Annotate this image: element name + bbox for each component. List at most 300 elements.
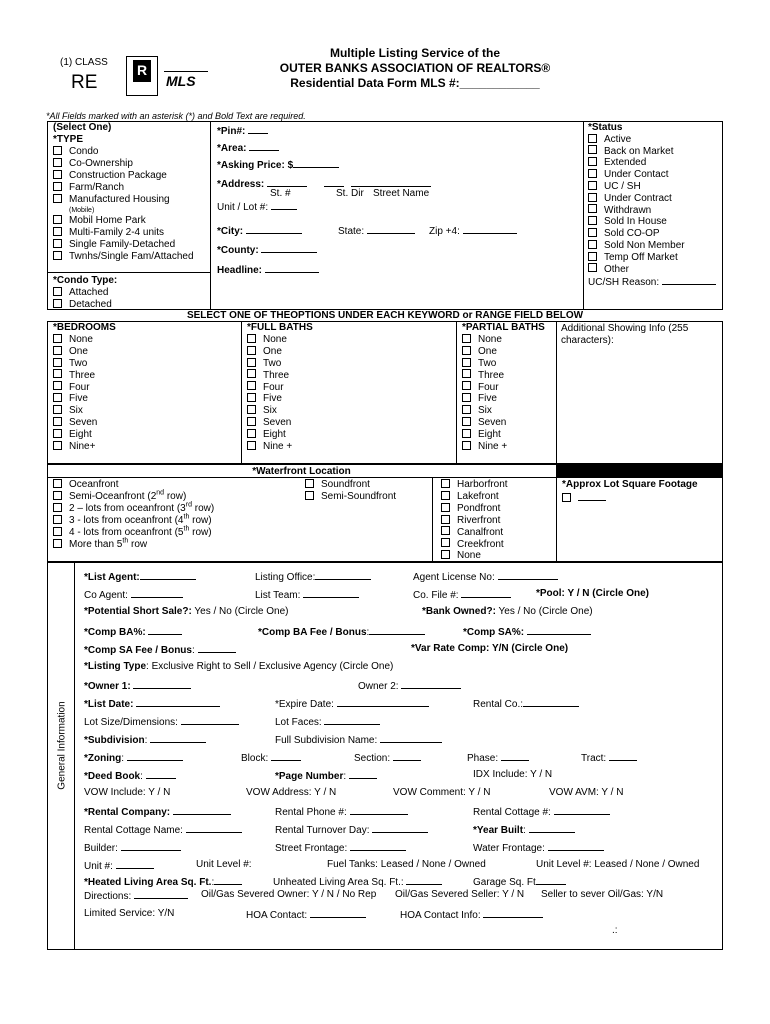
vow-address[interactable]: VOW Address: Y / N xyxy=(246,787,337,798)
bedrooms-option[interactable]: Two xyxy=(53,358,116,370)
heated-area-field[interactable] xyxy=(214,875,242,885)
title-line2: OUTER BANKS ASSOCIATION OF REALTORS® xyxy=(279,61,551,75)
status-label: *Status xyxy=(588,122,623,133)
checkbox[interactable] xyxy=(462,441,471,450)
st-dir-label: St. Dir xyxy=(336,188,364,199)
checkbox[interactable] xyxy=(247,369,256,378)
status-sold-in-house[interactable]: Sold In House xyxy=(588,216,716,228)
partial-baths-option[interactable]: Seven xyxy=(462,417,545,429)
heated-area-label: *Heated Living Area Sq. Ft. xyxy=(84,877,212,888)
status-temp-off-market[interactable]: Temp Off Market xyxy=(588,252,716,264)
page-number-field[interactable] xyxy=(349,769,377,779)
full-baths-option[interactable]: One xyxy=(247,346,313,358)
partial-baths-option[interactable]: Four xyxy=(462,382,545,394)
rental-company-field[interactable] xyxy=(173,805,231,815)
checkbox[interactable] xyxy=(53,146,62,155)
lot-sqft-checkbox[interactable] xyxy=(562,493,571,502)
lot-size-label: Lot Size/Dimensions: xyxy=(84,717,178,728)
var-rate-label[interactable]: *Var Rate Comp: Y/N (Circle One) xyxy=(411,643,569,654)
list-agent-label: *List Agent: xyxy=(84,572,140,583)
checkbox[interactable] xyxy=(53,417,62,426)
agent-license-field[interactable] xyxy=(498,570,558,580)
waterfront-divider-1 xyxy=(432,477,433,562)
vow-comment[interactable]: VOW Comment: Y / N xyxy=(393,787,491,798)
waterfront-option[interactable]: Creekfront xyxy=(441,539,508,551)
bedrooms-option[interactable]: Eight xyxy=(53,429,116,441)
mls-logo-underline xyxy=(164,71,208,72)
partial-baths-option[interactable]: Six xyxy=(462,405,545,417)
type-manufactured[interactable]: Manufactured Housing xyxy=(53,194,194,206)
checkbox[interactable] xyxy=(53,239,62,248)
limited-service[interactable]: Limited Service: Y/N xyxy=(84,908,175,919)
type-townhouse[interactable]: Twnhs/Single Fam/Attached xyxy=(53,251,194,263)
rental-turnover-field[interactable] xyxy=(372,823,428,833)
lot-sqft-label: *Approx Lot Square Footage xyxy=(562,479,698,490)
checkbox[interactable] xyxy=(305,479,314,488)
headline-field[interactable] xyxy=(265,263,319,273)
directions-field[interactable] xyxy=(134,889,188,899)
zip-field[interactable] xyxy=(463,224,517,234)
checkbox[interactable] xyxy=(462,346,471,355)
co-file-label: Co. File #: xyxy=(413,590,459,601)
checkbox[interactable] xyxy=(441,526,450,535)
checkbox[interactable] xyxy=(247,417,256,426)
checkbox[interactable] xyxy=(53,287,62,296)
zoning-label: *Zoning xyxy=(84,753,122,764)
phase-field[interactable] xyxy=(501,751,529,761)
comp-sa-field[interactable] xyxy=(527,625,591,635)
checkbox[interactable] xyxy=(53,503,62,512)
city-label: *City: xyxy=(217,226,244,237)
checkbox[interactable] xyxy=(588,193,597,202)
expire-date-label: *Expire Date: xyxy=(275,699,334,710)
builder-field[interactable] xyxy=(121,841,181,851)
waterfront-option[interactable]: Pondfront xyxy=(441,503,508,515)
co-agent-field[interactable] xyxy=(131,588,183,598)
full-baths-option[interactable]: Four xyxy=(247,382,313,394)
oil-gas-owner[interactable]: Oil/Gas Severed Owner: Y / N / No Rep xyxy=(201,889,377,900)
checkbox[interactable] xyxy=(53,251,62,260)
checkbox[interactable] xyxy=(462,429,471,438)
section-field[interactable] xyxy=(393,751,421,761)
checkbox[interactable] xyxy=(588,145,597,154)
agent-license-label: Agent License No: xyxy=(413,572,495,583)
status-other[interactable]: Other xyxy=(588,264,716,276)
lot-size-field[interactable] xyxy=(181,715,239,725)
rental-cottage-label: Rental Cottage #: xyxy=(473,807,551,818)
checkbox[interactable] xyxy=(441,515,450,524)
county-field[interactable] xyxy=(261,243,317,253)
zip-label: Zip +4: xyxy=(429,226,460,237)
comp-ba-fee-field[interactable] xyxy=(369,625,425,635)
bank-owned-label: *Bank Owned?: xyxy=(422,606,496,617)
full-subdivision-label: Full Subdivision Name: xyxy=(275,735,378,746)
waterfront-label: *Waterfront Location xyxy=(252,466,351,477)
partial-baths-option[interactable]: Nine + xyxy=(462,441,545,453)
unit-num-field[interactable] xyxy=(116,859,154,869)
owner2-label: Owner 2: xyxy=(358,681,399,692)
waterfront-option[interactable]: Lakefront xyxy=(441,491,508,503)
comp-sa-label: *Comp SA%: xyxy=(463,627,525,638)
additional-showing-label: Additional Showing Info (255 characters): xyxy=(561,323,689,346)
select-banner: SELECT ONE OF THEOPTIONS UNDER EACH KEYWORD or RANGE FIELD BELOW xyxy=(186,310,584,321)
checkbox[interactable] xyxy=(441,550,450,559)
checkbox[interactable] xyxy=(247,405,256,414)
checkbox[interactable] xyxy=(588,240,597,249)
status-uc-sh[interactable]: UC / SH xyxy=(588,181,716,193)
checkbox[interactable] xyxy=(53,170,62,179)
checkbox[interactable] xyxy=(53,393,62,402)
checkbox[interactable] xyxy=(247,393,256,402)
waterfront-option[interactable]: Harborfront xyxy=(441,479,508,491)
bedrooms-option[interactable]: Three xyxy=(53,370,116,382)
comp-sa-fee-field[interactable] xyxy=(198,643,236,653)
lot-sqft-field[interactable] xyxy=(578,491,606,501)
state-field[interactable] xyxy=(367,224,415,234)
mobile-note: (Mobile) xyxy=(69,207,95,214)
checkbox[interactable] xyxy=(53,299,62,308)
status-under-contact[interactable]: Under Contact xyxy=(588,169,716,181)
comp-ba-label: *Comp BA%: xyxy=(84,627,146,638)
type-co-ownership[interactable]: Co-Ownership xyxy=(53,158,194,170)
checkbox[interactable] xyxy=(462,393,471,402)
checkbox[interactable] xyxy=(247,334,256,343)
checkbox[interactable] xyxy=(53,381,62,390)
full-baths-label: *FULL BATHS xyxy=(247,322,313,333)
phase-label: Phase: xyxy=(467,753,499,764)
comp-ba-field[interactable] xyxy=(148,625,182,635)
checkbox[interactable] xyxy=(53,215,62,224)
unheated-area-label: Unheated Living Area Sq. Ft.: xyxy=(273,877,404,888)
hoa-contact-field[interactable] xyxy=(310,908,366,918)
checkbox[interactable] xyxy=(462,358,471,367)
type-single-family[interactable]: Single Family-Detached xyxy=(53,239,194,251)
checkbox[interactable] xyxy=(53,227,62,236)
full-baths-option[interactable]: Six xyxy=(247,405,313,417)
title-line1: Multiple Listing Service of the xyxy=(329,46,501,60)
status-sold-non-member[interactable]: Sold Non Member xyxy=(588,240,716,252)
rooms-divider-3 xyxy=(556,321,557,464)
owner2-field[interactable] xyxy=(401,679,461,689)
checkbox[interactable] xyxy=(247,381,256,390)
garage-label: Garage Sq. Ft xyxy=(473,877,536,888)
co-file-field[interactable] xyxy=(461,588,511,598)
condo-detached[interactable]: Detached xyxy=(53,299,117,311)
county-label: *County: xyxy=(217,245,259,256)
checkbox[interactable] xyxy=(588,169,597,178)
list-team-field[interactable] xyxy=(303,588,359,598)
checkbox[interactable] xyxy=(53,182,62,191)
checkbox[interactable] xyxy=(462,334,471,343)
waterfront-option[interactable]: 4 - lots from oceanfront (5th row) xyxy=(53,527,214,539)
pin-label: *Pin#: xyxy=(217,126,246,137)
status-extended[interactable]: Extended xyxy=(588,157,716,169)
owner1-field[interactable] xyxy=(133,679,191,689)
partial-baths-option[interactable]: One xyxy=(462,346,545,358)
checkbox[interactable] xyxy=(441,503,450,512)
full-baths-option[interactable]: Two xyxy=(247,358,313,370)
list-agent-field[interactable] xyxy=(140,570,196,580)
checkbox[interactable] xyxy=(588,134,597,143)
waterfront-option[interactable]: More than 5th row xyxy=(53,539,214,551)
checkbox[interactable] xyxy=(588,263,597,272)
pin-field[interactable] xyxy=(248,124,268,134)
bedrooms-label: *BEDROOMS xyxy=(53,322,116,333)
fuel-tanks[interactable]: Fuel Tanks: Leased / None / Owned xyxy=(327,859,486,870)
full-baths-option[interactable]: Seven xyxy=(247,417,313,429)
street-name-field[interactable] xyxy=(351,177,431,187)
uc-sh-reason-label: UC/SH Reason: xyxy=(588,277,660,289)
checkbox[interactable] xyxy=(53,515,62,524)
water-frontage-field[interactable] xyxy=(548,841,604,851)
class-label: (1) CLASS xyxy=(60,57,108,68)
bedrooms-option[interactable]: Nine+ xyxy=(53,441,116,453)
bank-owned-options[interactable]: Yes / No (Circle One) xyxy=(495,606,593,617)
hoa-contact-info-field[interactable] xyxy=(483,908,543,918)
full-baths-option[interactable]: Five xyxy=(247,393,313,405)
checkbox[interactable] xyxy=(247,441,256,450)
type-condo[interactable]: Condo xyxy=(53,146,194,158)
partial-baths-label: *PARTIAL BATHS xyxy=(462,322,545,333)
checkbox[interactable] xyxy=(53,527,62,536)
asking-price-field[interactable] xyxy=(293,158,339,168)
checkbox[interactable] xyxy=(462,381,471,390)
street-frontage-label: Street Frontage: xyxy=(275,843,348,854)
idx-include[interactable]: IDX Include: Y / N xyxy=(473,769,553,780)
listing-office-field[interactable] xyxy=(315,570,371,580)
waterfront-option[interactable]: Oceanfront xyxy=(53,479,214,491)
area-label: *Area: xyxy=(217,143,247,154)
checkbox[interactable] xyxy=(588,252,597,261)
rooms-divider-2 xyxy=(456,321,457,464)
uc-sh-reason-field[interactable] xyxy=(662,275,716,285)
general-info-side-label: General Information xyxy=(56,701,68,790)
checkbox[interactable] xyxy=(53,405,62,414)
block-field[interactable] xyxy=(271,751,301,761)
checkbox[interactable] xyxy=(53,491,62,500)
hoa-contact-info-label: HOA Contact Info: xyxy=(400,910,481,921)
subdivision-label: *Subdivision xyxy=(84,735,145,746)
unit-level-label: Unit Level #: xyxy=(196,859,252,870)
unit-lot-field[interactable] xyxy=(271,200,297,210)
tract-label: Tract: xyxy=(581,753,607,764)
lot-faces-field[interactable] xyxy=(324,715,380,725)
checkbox[interactable] xyxy=(462,417,471,426)
expire-date-field[interactable] xyxy=(337,697,429,707)
checkbox[interactable] xyxy=(247,346,256,355)
full-subdivision-field[interactable] xyxy=(380,733,442,743)
rental-cottage-name-field[interactable] xyxy=(186,823,242,833)
checkbox[interactable] xyxy=(588,204,597,213)
street-name-label: Street Name xyxy=(373,188,430,199)
garage-field[interactable] xyxy=(536,875,566,885)
realtor-logo-mark: R xyxy=(137,62,148,78)
list-team-label: List Team: xyxy=(255,590,301,601)
st-dir-field[interactable] xyxy=(324,177,344,187)
builder-label: Builder: xyxy=(84,843,118,854)
checkbox[interactable] xyxy=(53,441,62,450)
title-line3: Residential Data Form MLS #:____________ xyxy=(290,76,540,90)
block-label: Block: xyxy=(241,753,269,764)
bedrooms-option[interactable]: One xyxy=(53,346,116,358)
city-field[interactable] xyxy=(246,224,302,234)
tract-field[interactable] xyxy=(609,751,637,761)
listing-office-label: Listing Office: xyxy=(255,572,316,583)
waterfront-option[interactable]: Semi-Soundfront xyxy=(305,491,396,503)
status-back-on-market[interactable]: Back on Market xyxy=(588,146,716,158)
state-label: State: xyxy=(338,226,365,237)
checkbox[interactable] xyxy=(588,157,597,166)
checkbox[interactable] xyxy=(53,346,62,355)
checkbox[interactable] xyxy=(53,194,62,203)
footer-mark: .: xyxy=(612,925,618,936)
rental-cottage-name-label: Rental Cottage Name: xyxy=(84,825,183,836)
asking-price-label: *Asking Price: $ xyxy=(217,160,294,171)
unit-num-label: Unit #: xyxy=(84,861,113,872)
deed-book-label: *Deed Book xyxy=(84,771,141,782)
realtor-logo xyxy=(126,56,158,96)
checkbox[interactable] xyxy=(441,479,450,488)
type-mobil-home[interactable]: Mobil Home Park xyxy=(53,215,194,227)
year-built-label: *Year Built xyxy=(473,825,524,836)
rental-cottage-field[interactable] xyxy=(554,805,610,815)
partial-baths-option[interactable]: Three xyxy=(462,370,545,382)
checkbox[interactable] xyxy=(588,216,597,225)
headline-label: Headline: xyxy=(217,265,263,276)
checkbox[interactable] xyxy=(305,491,314,500)
class-value: RE xyxy=(71,72,98,93)
waterfront-option[interactable]: Riverfront xyxy=(441,515,508,527)
seller-sever-oil-gas[interactable]: Seller to sever Oil/Gas: Y/N xyxy=(541,889,664,900)
st-num-label: St. # xyxy=(270,188,291,199)
checkbox[interactable] xyxy=(247,429,256,438)
waterfront-option[interactable]: 3 - lots from oceanfront (4th row) xyxy=(53,515,214,527)
list-date-field[interactable] xyxy=(136,697,220,707)
area-field[interactable] xyxy=(249,141,279,151)
checkbox[interactable] xyxy=(53,429,62,438)
comp-sa-fee-label: *Comp SA Fee / Bonus xyxy=(84,645,192,656)
vow-avm[interactable]: VOW AVM: Y / N xyxy=(549,787,624,798)
checkbox[interactable] xyxy=(441,538,450,547)
checkbox[interactable] xyxy=(53,479,62,488)
waterfront-option[interactable]: Canalfront xyxy=(441,527,508,539)
mls-logo: MLS xyxy=(166,73,196,89)
waterfront-black-bar xyxy=(556,464,723,478)
full-baths-option[interactable]: Three xyxy=(247,370,313,382)
section-label: Section: xyxy=(354,753,391,764)
bedrooms-option[interactable]: Seven xyxy=(53,417,116,429)
oil-gas-seller[interactable]: Oil/Gas Severed Seller: Y / N xyxy=(395,889,525,900)
partial-baths-option[interactable]: None xyxy=(462,334,545,346)
bedrooms-option[interactable]: None xyxy=(53,334,116,346)
condo-divider xyxy=(47,272,211,273)
vow-include[interactable]: VOW Include: Y / N xyxy=(84,787,171,798)
unit-level-options[interactable]: Unit Level #: Leased / None / Owned xyxy=(536,859,700,870)
rental-company-label: *Rental Company: xyxy=(84,807,171,818)
comp-ba-fee-label: *Comp BA Fee / Bonus xyxy=(258,627,367,638)
zoning-field[interactable] xyxy=(127,751,183,761)
waterfront-option[interactable]: Soundfront xyxy=(305,479,396,491)
rental-co-field[interactable] xyxy=(523,697,579,707)
checkbox[interactable] xyxy=(53,334,62,343)
rental-co-label: Rental Co.: xyxy=(473,699,524,710)
list-date-label: *List Date: xyxy=(84,699,134,710)
bedrooms-option[interactable]: Five xyxy=(53,393,116,405)
waterfront-divider-2 xyxy=(556,477,557,562)
year-built-field[interactable] xyxy=(529,823,575,833)
rental-turnover-label: Rental Turnover Day: xyxy=(275,825,370,836)
hoa-contact-label: HOA Contact: xyxy=(246,910,308,921)
bedrooms-option[interactable]: Four xyxy=(53,382,116,394)
rental-phone-field[interactable] xyxy=(350,805,408,815)
listing-type-options[interactable]: : Exclusive Right to Sell / Exclusive Agency (Circle One) xyxy=(146,661,394,672)
status-sold-co-op[interactable]: Sold CO-OP xyxy=(588,228,716,240)
checkbox[interactable] xyxy=(462,405,471,414)
checkbox[interactable] xyxy=(588,228,597,237)
subdivision-field[interactable] xyxy=(150,733,206,743)
waterfront-option[interactable]: None xyxy=(441,550,508,562)
page-number-label: *Page Number xyxy=(275,771,344,782)
partial-baths-option[interactable]: Five xyxy=(462,393,545,405)
condo-type-label: *Condo Type: xyxy=(53,275,118,286)
status-active[interactable]: Active xyxy=(588,134,716,146)
deed-book-field[interactable] xyxy=(146,769,176,779)
lot-faces-label: Lot Faces: xyxy=(275,717,322,728)
bedrooms-option[interactable]: Six xyxy=(53,405,116,417)
type-label: *TYPE xyxy=(53,134,84,145)
checkbox[interactable] xyxy=(462,369,471,378)
partial-baths-option[interactable]: Eight xyxy=(462,429,545,441)
type-construction[interactable]: Construction Package xyxy=(53,170,194,182)
type-multi-family[interactable]: Multi-Family 2-4 units xyxy=(53,227,194,239)
select-one-label: (Select One) xyxy=(53,122,112,133)
unheated-area-field[interactable] xyxy=(406,875,442,885)
address-label: *Address: xyxy=(217,179,265,190)
short-sale-label: *Potential Short Sale?: xyxy=(84,606,192,617)
status-withdrawn[interactable]: Withdrawn xyxy=(588,205,716,217)
rooms-divider-1 xyxy=(241,321,242,464)
checkbox[interactable] xyxy=(588,181,597,190)
checkbox[interactable] xyxy=(53,158,62,167)
status-under-contract[interactable]: Under Contract xyxy=(588,193,716,205)
water-frontage-label: Water Frontage: xyxy=(473,843,545,854)
directions-label: Directions: xyxy=(84,891,132,902)
condo-attached[interactable]: Attached xyxy=(53,287,117,299)
st-num-field[interactable] xyxy=(267,177,307,187)
checkbox[interactable] xyxy=(247,358,256,367)
full-baths-option[interactable]: Eight xyxy=(247,429,313,441)
partial-baths-option[interactable]: Two xyxy=(462,358,545,370)
full-baths-option[interactable]: Nine + xyxy=(247,441,313,453)
checkbox[interactable] xyxy=(441,491,450,500)
checkbox[interactable] xyxy=(53,358,62,367)
pool-label: *Pool: Y / N (Circle One) xyxy=(536,588,649,599)
street-frontage-field[interactable] xyxy=(350,841,406,851)
listing-type-label: *Listing Type xyxy=(84,661,147,672)
waterfront-option[interactable]: Semi-Oceanfront (2nd row) xyxy=(53,491,214,503)
required-note: *All Fields marked with an asterisk (*) and Bold Text are required. xyxy=(46,111,306,121)
owner1-label: *Owner 1: xyxy=(84,681,131,692)
type-farm[interactable]: Farm/Ranch xyxy=(53,182,194,194)
rental-phone-label: Rental Phone #: xyxy=(275,807,347,818)
waterfront-option[interactable]: 2 – lots from oceanfront (3rd row) xyxy=(53,503,214,515)
checkbox[interactable] xyxy=(53,369,62,378)
full-baths-option[interactable]: None xyxy=(247,334,313,346)
general-info-divider xyxy=(74,562,75,950)
unit-lot-label: Unit / Lot #: xyxy=(217,202,269,213)
checkbox[interactable] xyxy=(53,539,62,548)
short-sale-options[interactable]: Yes / No (Circle One) xyxy=(191,606,289,617)
